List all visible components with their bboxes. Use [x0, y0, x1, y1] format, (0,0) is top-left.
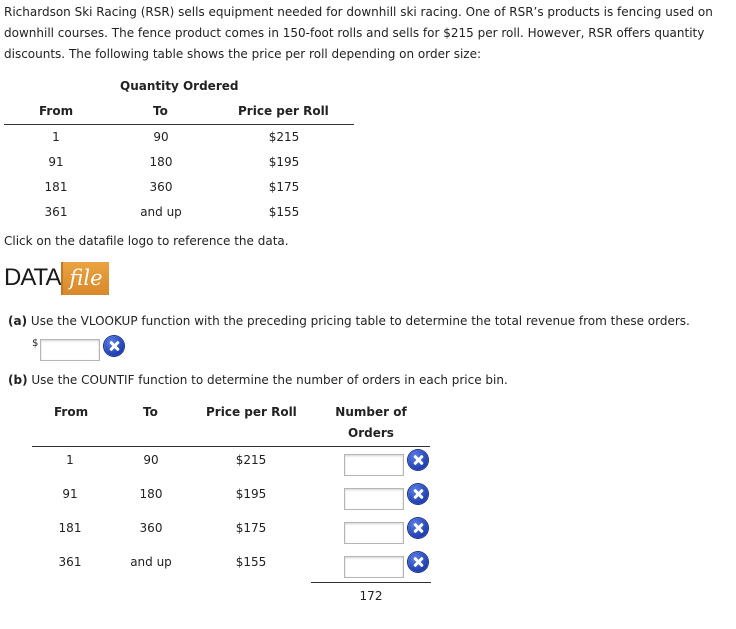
- table-group-header: Quantity Ordered: [120, 79, 239, 93]
- total-orders: 172: [359, 589, 383, 603]
- bin-cell-price: $155: [235, 555, 267, 569]
- x-circle-icon: [408, 450, 428, 470]
- cell-from: 1: [52, 130, 60, 144]
- count-input[interactable]: [344, 522, 404, 544]
- bin-header-price: Price per Roll: [206, 405, 297, 419]
- bin-cell-price: $195: [235, 487, 267, 501]
- cell-price: $195: [268, 155, 300, 169]
- cell-to: and up: [140, 205, 182, 219]
- x-circle-icon: [408, 552, 428, 572]
- x-circle-icon: [104, 336, 124, 356]
- bin-cell-price: $175: [235, 521, 267, 535]
- bin-header-to: To: [143, 405, 158, 419]
- question-b-label: (b): [8, 373, 28, 387]
- datafile-logo[interactable]: [4, 262, 108, 296]
- bin-header-rule: [32, 446, 430, 447]
- datafile-logo-file: file: [61, 262, 109, 295]
- question-a-text: Use the VLOOKUP function with the preceding pricing table to determine the total revenue from these orders.: [30, 314, 690, 328]
- question-a: [8, 314, 690, 328]
- question-a-label: (a): [8, 314, 28, 328]
- cell-from: 91: [48, 155, 64, 169]
- bin-cell-from: 361: [58, 555, 82, 569]
- x-circle-icon: [408, 484, 428, 504]
- datafile-note: Click on the datafile logo to reference the data.: [4, 234, 289, 248]
- bin-cell-from: 1: [66, 453, 74, 467]
- cell-price: $155: [268, 205, 300, 219]
- cell-from: 181: [44, 180, 68, 194]
- cell-from: 361: [44, 205, 68, 219]
- x-circle-icon: [408, 518, 428, 538]
- count-input[interactable]: [344, 488, 404, 510]
- bin-cell-from: 181: [58, 521, 82, 535]
- bin-cell-to: 360: [139, 521, 163, 535]
- problem-intro: Richardson Ski Racing (RSR) sells equipment needed for downhill ski racing. One of RSR’s products is fencing used on downhill courses. The fence product comes in 150-foot rolls and sells for $215 per roll. However, RSR offers quantity discounts. The following table shows the price per roll depending on order size:: [4, 5, 713, 61]
- bin-cell-to: 180: [139, 487, 163, 501]
- total-rule: [311, 582, 431, 583]
- header-from: From: [39, 104, 74, 118]
- bin-header-from: From: [54, 405, 89, 419]
- currency-symbol: $: [32, 338, 39, 349]
- bin-header-count-line1: Number of: [335, 405, 407, 419]
- header-to: To: [153, 104, 168, 118]
- bin-cell-to: and up: [130, 555, 172, 569]
- question-b: [8, 373, 508, 387]
- cell-price: $215: [268, 130, 300, 144]
- cell-price: $175: [268, 180, 300, 194]
- bin-cell-to: 90: [143, 453, 159, 467]
- datafile-logo-word: DATA: [4, 264, 61, 291]
- cell-to: 360: [149, 180, 173, 194]
- question-b-text: Use the COUNTIF function to determine the number of orders in each price bin.: [31, 373, 508, 387]
- table-header-rule: [4, 124, 354, 125]
- bin-cell-from: 91: [62, 487, 78, 501]
- bin-cell-price: $215: [235, 453, 267, 467]
- count-input[interactable]: [344, 556, 404, 578]
- count-input[interactable]: [344, 454, 404, 476]
- header-price: Price per Roll: [238, 104, 329, 118]
- cell-to: 180: [149, 155, 173, 169]
- revenue-input[interactable]: [40, 339, 100, 361]
- cell-to: 90: [153, 130, 169, 144]
- bin-header-count-line2: Orders: [348, 426, 394, 440]
